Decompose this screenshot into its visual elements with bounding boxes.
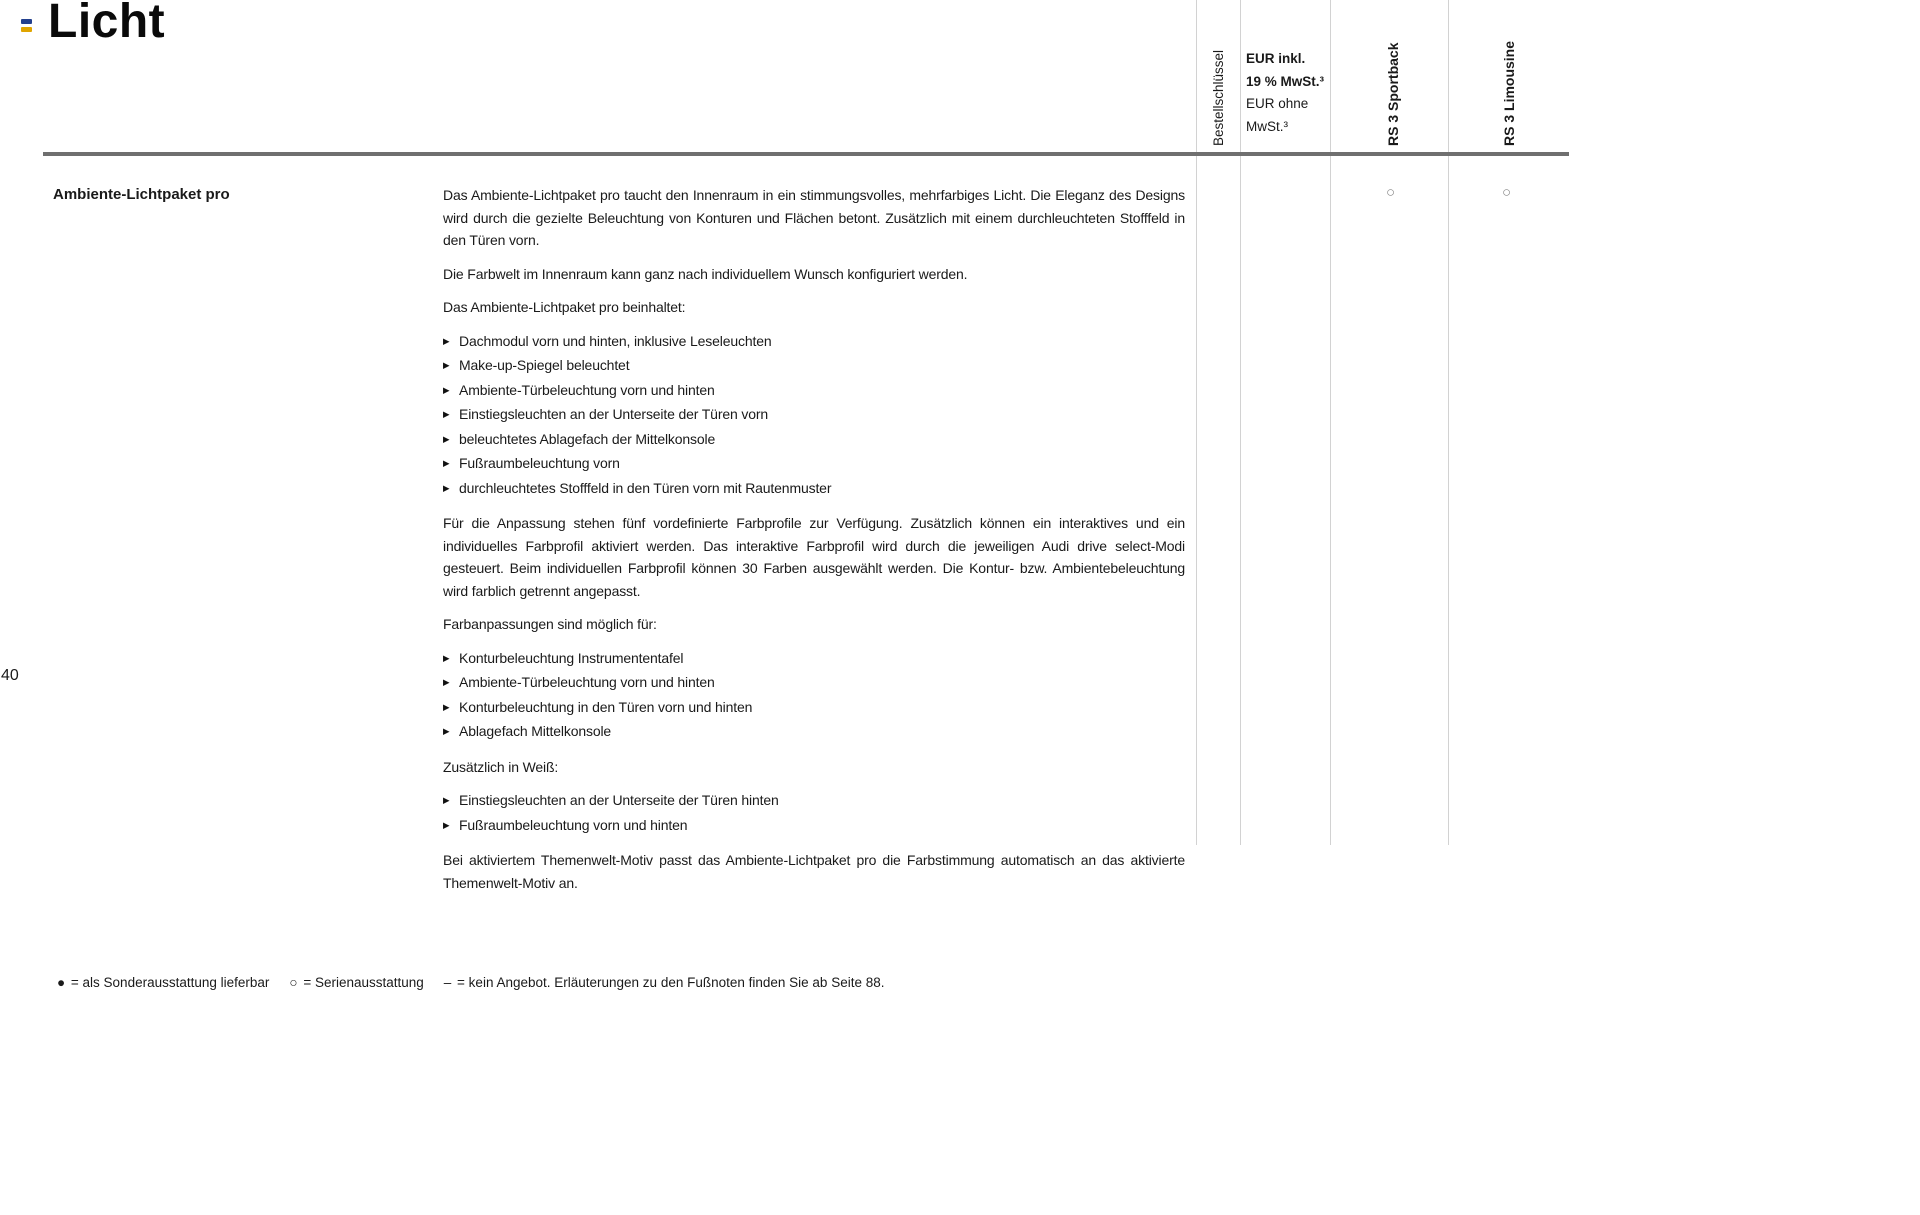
bullet-triangle-icon: ▶ (443, 360, 450, 370)
column-divider (1196, 0, 1197, 845)
bullet-item (443, 379, 1185, 404)
feature-paragraph: Zusätzlich in Weiß: (443, 758, 559, 775)
bullet-item (443, 403, 1185, 428)
bullet-text: Ambiente-Türbeleuchtung vorn und hinten (459, 674, 715, 690)
column-header-price (1246, 48, 1324, 138)
bullet-triangle-icon: ▶ (443, 458, 450, 468)
bullet-triangle-icon: ▶ (443, 819, 450, 830)
bullet-text: beleuchtetes Ablagefach der Mittelkonsole (459, 430, 716, 447)
bullet-triangle-icon: ▶ (443, 335, 450, 346)
bullet-item (443, 428, 1185, 453)
price-line: EUR ohne (1246, 96, 1309, 111)
legend-item (444, 975, 885, 990)
bullet-triangle-icon: ▶ (443, 482, 450, 493)
price-line: EUR inkl. (1246, 51, 1306, 66)
bullet-text: Konturbeleuchtung Instrumententafel (459, 649, 684, 666)
page-number: 40 (1, 667, 19, 684)
legend-item (57, 975, 269, 990)
bullet-item (443, 354, 1185, 379)
legend-symbol: ● (57, 975, 66, 990)
feature-bullet-list (443, 647, 1185, 745)
bullet-text: Einstiegsleuchten an der Unterseite der Türen hinten (459, 792, 779, 808)
feature-paragraph: Das Ambiente-Lichtpaket pro taucht den Innenraum in ein stimmungsvolles, mehrfarbiges Licht. Die Eleganz des Designs wird durch die gezielte Beleuchtung von Konturen und Flächen betont. Zusätzlich mit einem durchleuchteten Stofffeld in den Türen vorn. (443, 187, 1185, 248)
bullet-item (443, 720, 1185, 745)
price-line: MwSt.³ (1246, 118, 1288, 134)
legend-symbol: – (443, 975, 452, 990)
availability-rs3-limousine: ○ (1502, 184, 1512, 201)
feature-bullet-list (443, 330, 1185, 502)
legend-symbol: ○ (289, 975, 298, 990)
legend-text: = als Sonderausstattung lieferbar (67, 975, 270, 990)
bullet-triangle-icon: ▶ (443, 433, 450, 444)
bullet-text: Ablagefach Mittelkonsole (459, 723, 612, 739)
bullet-triangle-icon: ▶ (443, 677, 450, 687)
feature-description (443, 184, 1185, 894)
availability-rs3-sportback: ○ (1386, 184, 1396, 201)
feature-paragraph: Die Farbwelt im Innenraum kann ganz nach individuellem Wunsch konfiguriert werden. (443, 265, 968, 282)
bullet-text: Einstiegsleuchten an der Unterseite der Türen vorn (459, 406, 768, 422)
bullet-item (443, 647, 1185, 672)
bullet-triangle-icon: ▶ (443, 652, 450, 663)
column-header-bestellschluessel: Bestellschlüssel (1211, 49, 1226, 146)
header-rule (43, 152, 1569, 156)
page-title: Licht (48, 0, 166, 48)
column-header-rs3-limousine: RS 3 Limousine (1501, 40, 1517, 146)
feature-paragraph: Das Ambiente-Lichtpaket pro beinhaltet: (443, 299, 686, 315)
bullet-triangle-icon: ▶ (443, 726, 450, 736)
feature-paragraph: Bei aktiviertem Themenwelt-Motiv passt das Ambiente-Lichtpaket pro die Farbstimmung automatisch an das aktivierte Themenwelt-Motiv an. (443, 852, 1185, 891)
bullet-text: Fußraumbeleuchtung vorn (459, 455, 620, 471)
column-divider (1240, 0, 1241, 845)
column-divider (1448, 0, 1449, 845)
bullet-text: Fußraumbeleuchtung vorn und hinten (459, 816, 688, 833)
bullet-triangle-icon: ▶ (443, 701, 450, 712)
bullet-item (443, 696, 1185, 721)
feature-paragraph: Für die Anpassung stehen fünf vordefinierte Farbprofile zur Verfügung. Zusätzlich können ein interaktives und ein individuelles Farbprofil aktiviert werden. Das interaktive Farbprofil wird durch die jeweiligen Audi drive select-Modi gesteuert. Beim individuellen Farbprofil können 30 Farben ausgewählt werden. Die Kontur- bzw. Ambientebeleuchtung wird farblich getrennt angepasst. (443, 515, 1185, 599)
column-header-rs3-sportback: RS 3 Sportback (1385, 42, 1401, 146)
feature-paragraph: Farbanpassungen sind möglich für: (443, 616, 657, 632)
bullet-text: Make-up-Spiegel beleuchtet (459, 357, 630, 373)
bullet-item (443, 814, 1185, 839)
bullet-triangle-icon: ▶ (443, 384, 450, 395)
column-divider (1330, 0, 1331, 845)
bullet-text: Ambiente-Türbeleuchtung vorn und hinten (459, 381, 715, 398)
legend-text: = kein Angebot. Erläuterungen zu den Fußnoten finden Sie ab Seite 88. (453, 975, 885, 990)
price-line: 19 % MwSt.³ (1246, 73, 1325, 89)
footer-legend (57, 975, 904, 990)
bullet-item (443, 477, 1185, 502)
bullet-triangle-icon: ▶ (443, 795, 450, 805)
bullet-item (443, 671, 1185, 696)
feature-name: Ambiente-Lichtpaket pro (53, 186, 230, 203)
icon-bar-blue (21, 19, 32, 24)
legend-item (289, 975, 423, 990)
bullet-text: durchleuchtetes Stofffeld in den Türen vorn mit Rautenmuster (459, 479, 832, 496)
bullet-item (443, 789, 1185, 814)
sidebar-toggle-icon[interactable] (21, 19, 34, 34)
bullet-text: Dachmodul vorn und hinten, inklusive Leseleuchten (459, 332, 772, 349)
bullet-triangle-icon: ▶ (443, 409, 450, 419)
icon-bar-yellow (21, 27, 32, 32)
feature-bullet-list (443, 789, 1185, 838)
bullet-item (443, 452, 1185, 477)
bullet-text: Konturbeleuchtung in den Türen vorn und hinten (459, 698, 753, 715)
legend-text: = Serienausstattung (299, 975, 424, 990)
bullet-item (443, 330, 1185, 355)
